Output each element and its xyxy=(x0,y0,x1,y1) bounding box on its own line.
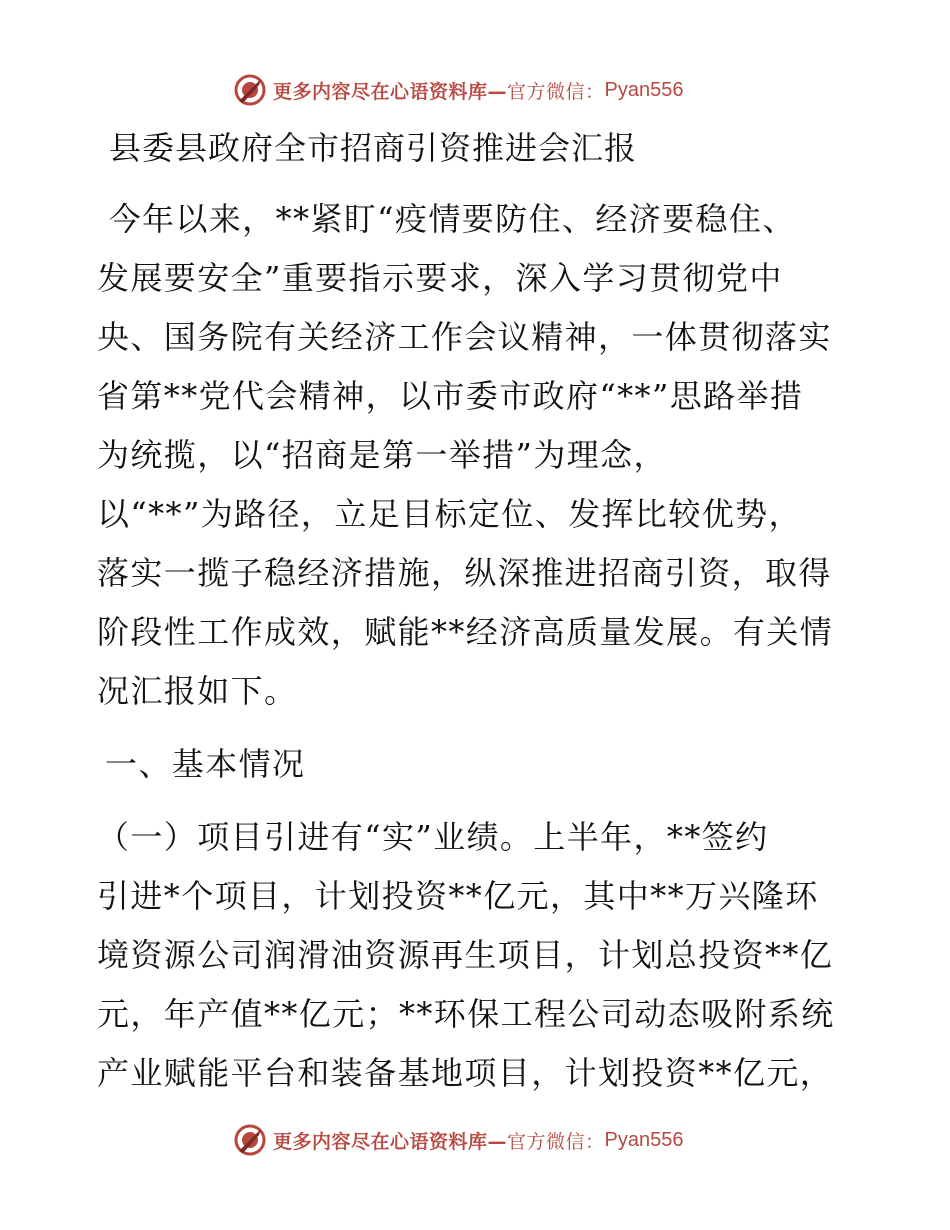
document-title: 县委县政府全市招商引资推进会汇报 xyxy=(109,129,638,167)
section-heading: 一、基本情况 xyxy=(105,745,306,783)
text-line: 产业赋能平台和装备基地项目，计划投资**亿元， xyxy=(97,1054,834,1092)
text-line: 落实一揽子稳经济措施，纵深推进招商引资，取得 xyxy=(97,554,832,592)
section-paragraph xyxy=(97,808,857,1103)
watermark-wechat-label: 官方微信： xyxy=(507,1130,605,1153)
text-line: 况汇报如下。 xyxy=(97,672,298,710)
text-line: （一）项目引进有“实”业绩。上半年，**签约 xyxy=(97,818,769,856)
document-body xyxy=(97,120,857,1103)
watermark-text: 更多内容尽在心语资料库— xyxy=(273,80,508,103)
intro-paragraph xyxy=(97,190,857,721)
watermark-header xyxy=(233,72,684,108)
text-line: 发展要安全”重要指示要求，深入学习贯彻党中 xyxy=(97,259,783,297)
watermark-wechat-label: 官方微信： xyxy=(507,80,605,103)
text-line: 央、国务院有关经济工作会议精神，一体贯彻落实 xyxy=(97,318,832,356)
pen-logo-icon xyxy=(233,1123,267,1157)
text-line: 境资源公司润滑油资源再生项目，计划总投资**亿 xyxy=(97,936,834,974)
text-line: 今年以来，**紧盯“疫情要防住、经济要稳住、 xyxy=(97,200,796,238)
text-line: 为统揽，以“招商是第一举措”为理念， xyxy=(97,436,667,474)
text-line: 阶段性工作成效，赋能**经济高质量发展。有关情 xyxy=(97,613,834,651)
watermark-footer xyxy=(233,1122,684,1158)
text-line: 引进*个项目，计划投资**亿元，其中**万兴隆环 xyxy=(97,877,819,915)
text-line: 以“**”为路径，立足目标定位、发挥比较优势， xyxy=(97,495,802,533)
watermark-wechat-id: Pyan556 xyxy=(604,78,684,101)
pen-logo-icon xyxy=(233,73,267,107)
text-line: 元，年产值**亿元；**环保工程公司动态吸附系统 xyxy=(97,995,835,1033)
watermark-wechat-id: Pyan556 xyxy=(604,1128,684,1151)
watermark-text: 更多内容尽在心语资料库— xyxy=(273,1130,508,1153)
text-line: 省第**党代会精神，以市委市政府“**”思路举措 xyxy=(97,377,804,415)
